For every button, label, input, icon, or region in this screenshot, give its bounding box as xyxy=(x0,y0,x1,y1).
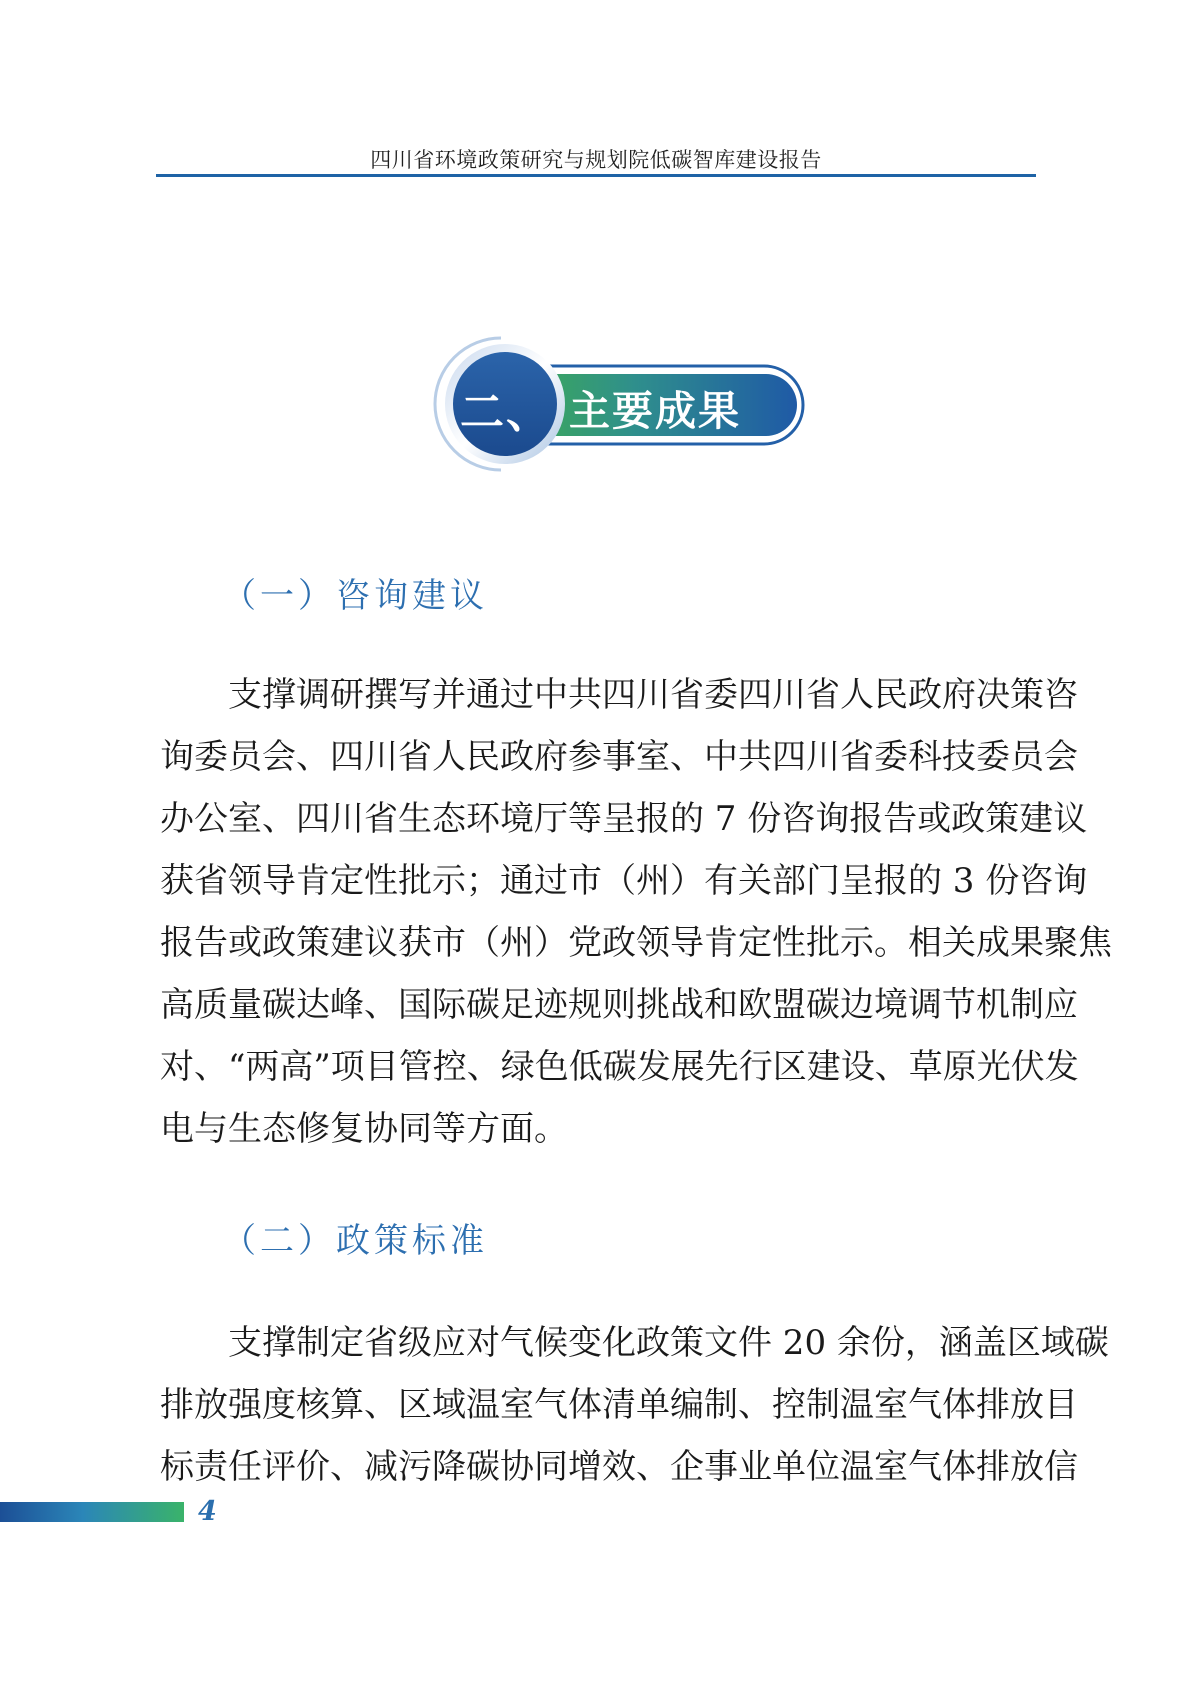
paragraph-line: 报告或政策建议获市（州）党政领导肯定性批示。相关成果聚焦 xyxy=(160,923,1112,963)
paragraph-line: 排放强度核算、区域温室气体清单编制、控制温室气体排放目 xyxy=(160,1385,1078,1425)
footer-gradient-bar xyxy=(0,1502,184,1522)
paragraph-line: 询委员会、四川省人民政府参事室、中共四川省委科技委员会 xyxy=(160,737,1078,777)
chapter-title: 主要成果 xyxy=(569,387,741,435)
paragraph-line: 支撑调研撰写并通过中共四川省委四川省人民政府决策咨 xyxy=(228,675,1078,715)
paragraph-line: 对、“两高”项目管控、绿色低碳发展先行区建设、草原光伏发 xyxy=(160,1047,1079,1087)
paragraph-line: 办公室、四川省生态环境厅等呈报的 7 份咨询报告或政策建议 xyxy=(160,799,1088,839)
page-number: 4 xyxy=(198,1496,217,1527)
paragraph-line: 电与生态修复协同等方面。 xyxy=(160,1109,568,1149)
running-header-title: 四川省环境政策研究与规划院低碳智库建设报告 xyxy=(370,148,822,172)
paragraph-line: 高质量碳达峰、国际碳足迹规则挑战和欧盟碳边境调节机制应 xyxy=(160,985,1078,1025)
section-heading-2: （二）政策标准 xyxy=(222,1221,488,1261)
chapter-number: 二、 xyxy=(460,387,552,438)
section-heading-1: （一）咨询建议 xyxy=(222,576,488,616)
paragraph-line: 标责任评价、减污降碳协同增效、企事业单位温室气体排放信 xyxy=(160,1447,1078,1487)
section-1-paragraph xyxy=(160,664,1112,1160)
section-2-paragraph xyxy=(160,1312,1109,1498)
paragraph-line: 支撑制定省级应对气候变化政策文件 20 余份，涵盖区域碳 xyxy=(228,1323,1109,1363)
chapter-badge xyxy=(405,330,835,480)
header-rule xyxy=(156,174,1036,177)
paragraph-line: 获省领导肯定性批示；通过市（州）有关部门呈报的 3 份咨询 xyxy=(160,861,1088,901)
